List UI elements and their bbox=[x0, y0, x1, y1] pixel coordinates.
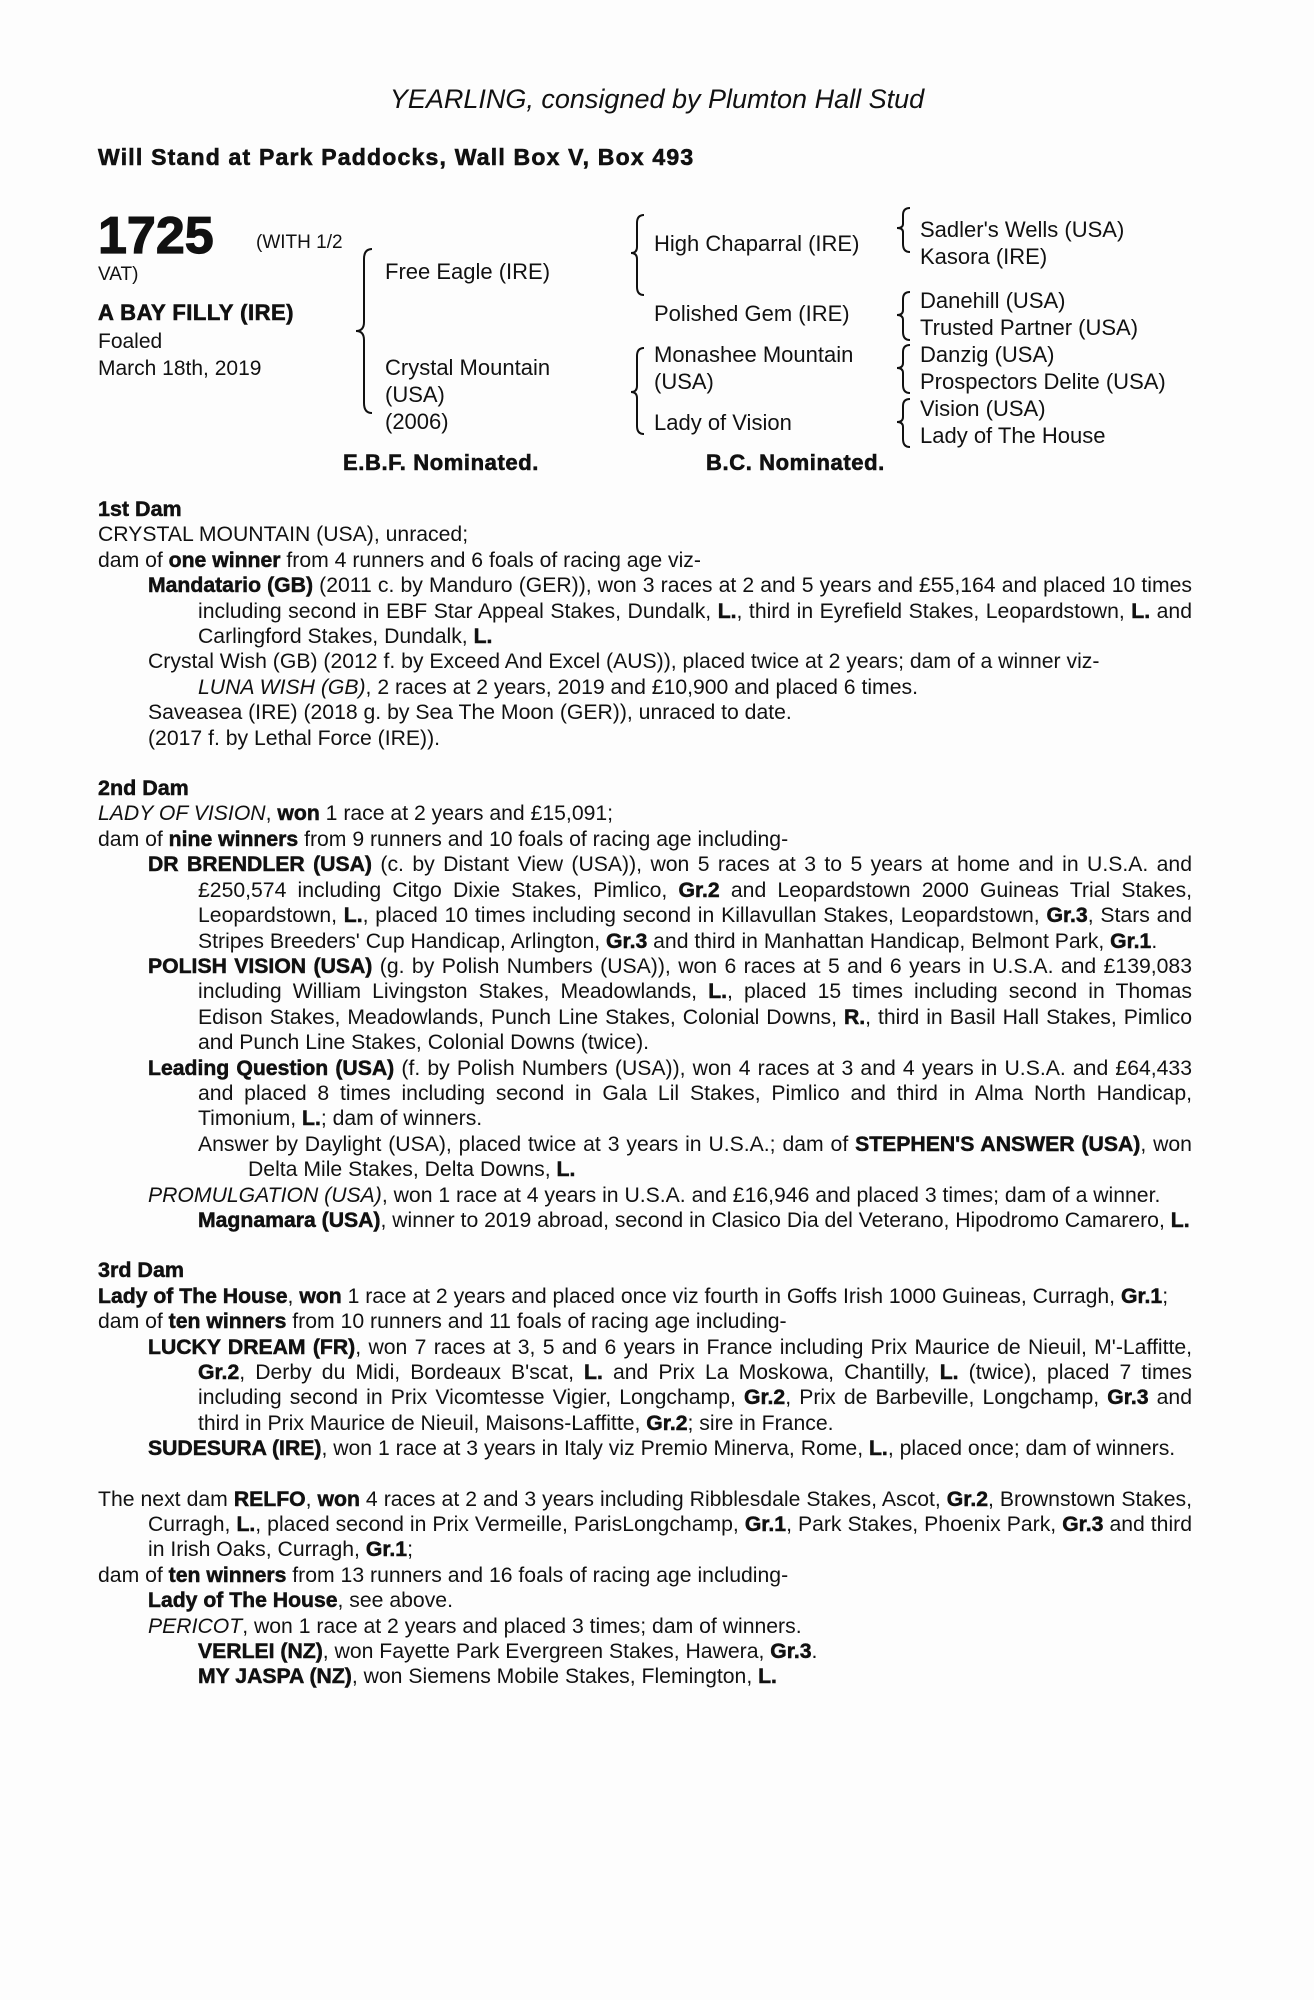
produce-leading-question: Leading Question (USA) (f. by Polish Numbers (USA)), won 4 races at 3 and 4 years in U.S.A. and £64,433 and placed 8 times including second in Gala Lil Stakes, Pimlico and third in Alma North Handicap, Timonium, L.; dam of winners. bbox=[148, 1056, 1192, 1131]
catalogue-title: YEARLING, consigned by Plumton Hall Stud bbox=[389, 84, 925, 114]
first-dam-produce-summary: dam of one winner from 4 runners and 6 foals of racing age viz- bbox=[98, 548, 701, 572]
pedigree-sire-sire: High Chaparral (IRE) bbox=[654, 231, 860, 256]
foaled-info bbox=[98, 328, 261, 382]
produce-luna-wish: LUNA WISH (GB), 2 races at 2 years, 2019 and £10,900 and placed 6 times. bbox=[198, 675, 918, 699]
pedigree-bracket-g4 bbox=[896, 397, 914, 451]
bc-nominated: B.C. Nominated. bbox=[706, 450, 885, 475]
foaled-date: March 18th, 2019 bbox=[98, 357, 262, 380]
pedigree-dam-sire-country: (USA) bbox=[654, 369, 714, 394]
vat-note-line2: VAT) bbox=[98, 264, 139, 285]
pedigree-g5: Danzig (USA) bbox=[920, 342, 1055, 367]
first-dam-heading: 1st Dam bbox=[98, 497, 182, 521]
third-dam-heading: 3rd Dam bbox=[98, 1258, 185, 1283]
ebf-nominated: E.B.F. Nominated. bbox=[343, 450, 539, 475]
pedigree-sire-dam: Polished Gem (IRE) bbox=[654, 301, 850, 326]
horse-description: A BAY FILLY (IRE) bbox=[98, 300, 294, 325]
pedigree-bracket-main bbox=[354, 247, 378, 417]
pedigree-dam-sire bbox=[654, 341, 853, 395]
pedigree-g2: Kasora (IRE) bbox=[920, 244, 1048, 269]
produce-answer-by-daylight: Answer by Daylight (USA), placed twice at 3 years in U.S.A.; dam of STEPHEN'S ANSWER (USA), won Delta Mile Stakes, Delta Downs, L. bbox=[198, 1132, 1192, 1182]
pedigree-g3: Danehill (USA) bbox=[920, 288, 1066, 313]
produce-pericot: PERICOT, won 1 race at 2 years and placed 3 times; dam of winners. bbox=[148, 1614, 802, 1638]
pedigree-g1: Sadler's Wells (USA) bbox=[920, 217, 1125, 242]
pedigree-bracket-g3 bbox=[896, 343, 914, 397]
pedigree-bracket-g2 bbox=[896, 290, 914, 344]
pedigree-g8: Lady of The House bbox=[920, 423, 1106, 448]
pedigree-g7: Vision (USA) bbox=[920, 396, 1046, 421]
pedigree-dam-country: (USA) bbox=[385, 382, 445, 407]
produce-my-jaspa: MY JASPA (NZ), won Siemens Mobile Stakes, Flemington, L. bbox=[198, 1665, 777, 1689]
pedigree-g4: Trusted Partner (USA) bbox=[920, 315, 1139, 340]
produce-promulgation: PROMULGATION (USA), won 1 race at 4 years in U.S.A. and £16,946 and placed 3 times; dam of a winner. bbox=[148, 1183, 1161, 1207]
pedigree-dam-year: (2006) bbox=[385, 409, 449, 434]
pedigree-dam-dam: Lady of Vision bbox=[654, 410, 792, 435]
pedigree-bracket-sire bbox=[630, 213, 650, 297]
pedigree-bracket-dam bbox=[630, 346, 650, 438]
stand-location: Will Stand at Park Paddocks, Wall Box V, Box 493 bbox=[98, 144, 695, 170]
second-dam-name: LADY OF VISION, won 1 race at 2 years and £15,091; bbox=[98, 802, 614, 826]
pedigree-g6: Prospectors Delite (USA) bbox=[920, 369, 1166, 394]
produce-dr-brendler: DR BRENDLER (USA) (c. by Distant View (USA)), won 5 races at 3 to 5 years at home and in U.S.A. and £250,574 including Citgo Dixie Stakes, Pimlico, Gr.2 and Leopardstown 2000 Guineas Trial Stakes, Leopardstown, L., placed 10 times including second in Killavullan Stakes, Leopardstown, Gr.3, Stars and Stripes Breeders' Cup Handicap, Arlington, Gr.3 and third in Manhattan Handicap, Belmont Park, Gr.1. bbox=[148, 853, 1193, 953]
vat-note-line1: (WITH 1/2 bbox=[256, 232, 343, 253]
produce-verlei: VERLEI (NZ), won Fayette Park Evergreen Stakes, Hawera, Gr.3. bbox=[198, 1640, 818, 1664]
pedigree-sire: Free Eagle (IRE) bbox=[385, 259, 551, 284]
pedigree-dam-sire-name: Monashee Mountain bbox=[654, 342, 854, 367]
produce-magnamara: Magnamara (USA), winner to 2019 abroad, second in Clasico Dia del Veterano, Hipodromo Camarero, L. bbox=[198, 1208, 1190, 1232]
produce-polish-vision: POLISH VISION (USA) (g. by Polish Numbers (USA)), won 6 races at 5 and 6 years in U.S.A. and £139,083 including William Livingston Stakes, Meadowlands, L., placed 15 times including second in Thomas Edison Stakes, Meadowlands, Punch Line Stakes, Colonial Downs, R., third in Basil Hall Stakes, Pimlico and Punch Line Stakes, Colonial Downs (twice). bbox=[148, 954, 1193, 1055]
second-dam-heading: 2nd Dam bbox=[98, 776, 189, 801]
next-dam-produce-summary: dam of ten winners from 13 runners and 16 foals of racing age including- bbox=[98, 1563, 789, 1587]
pedigree-dam-name: Crystal Mountain bbox=[385, 355, 551, 380]
produce-lady-of-the-house: Lady of The House, see above. bbox=[148, 1589, 453, 1613]
first-dam-name: CRYSTAL MOUNTAIN (USA), unraced; bbox=[98, 523, 469, 547]
produce-lucky-dream: LUCKY DREAM (FR), won 7 races at 3, 5 and 6 years in France including Prix Maurice de Nieuil, M'-Laffitte, Gr.2, Derby du Midi, Bordeaux B'scat, L. and Prix La Moskowa, Chantilly, L. (twice), placed 7 times including second in Prix Vicomtesse Vigier, Longchamp, Gr.2, Prix de Barbeville, Longchamp, Gr.3 and third in Prix Maurice de Nieuil, Maisons-Laffitte, Gr.2; sire in France. bbox=[148, 1335, 1193, 1435]
lot-number: 1725 bbox=[98, 207, 214, 265]
third-dam-name: Lady of The House, won 1 race at 2 years and placed once viz fourth in Goffs Irish 1000 Guineas, Curragh, Gr.1; bbox=[98, 1284, 1169, 1308]
produce-sudesura: SUDESURA (IRE), won 1 race at 3 years in Italy viz Premio Minerva, Rome, L., placed once; dam of winners. bbox=[148, 1437, 1176, 1461]
produce-saveasea: Saveasea (IRE) (2018 g. by Sea The Moon (GER)), unraced to date. bbox=[148, 701, 792, 725]
produce-2017-filly: (2017 f. by Lethal Force (IRE)). bbox=[148, 726, 441, 750]
produce-mandatario: Mandatario (GB) (2011 c. by Manduro (GER)), won 3 races at 2 and 5 years and £55,164 and placed 10 times including second in EBF Star Appeal Stakes, Dundalk, L., third in Eyrefield Stakes, Leopardstown, L. and Carlingford Stakes, Dundalk, L. bbox=[148, 574, 1192, 649]
second-dam-produce-summary: dam of nine winners from 9 runners and 10 foals of racing age including- bbox=[98, 827, 789, 851]
family-details bbox=[98, 497, 1192, 1690]
foaled-label: Foaled bbox=[98, 330, 163, 353]
pedigree-dam bbox=[385, 354, 550, 435]
next-dam-relfo: The next dam RELFO, won 4 races at 2 and 3 years including Ribblesdale Stakes, Ascot, Gr.2, Brownstown Stakes, Curragh, L., placed second in Prix Vermeille, ParisLongchamp, Gr.1, Park Stakes, Phoenix Park, Gr.3 and third in Irish Oaks, Curragh, Gr.1; bbox=[98, 1487, 1193, 1562]
produce-crystal-wish: Crystal Wish (GB) (2012 f. by Exceed And Excel (AUS)), placed twice at 2 years; dam of a winner viz- bbox=[148, 650, 1100, 674]
third-dam-produce-summary: dam of ten winners from 10 runners and 11 foals of racing age including- bbox=[98, 1310, 787, 1334]
pedigree-bracket-g1 bbox=[896, 206, 914, 256]
